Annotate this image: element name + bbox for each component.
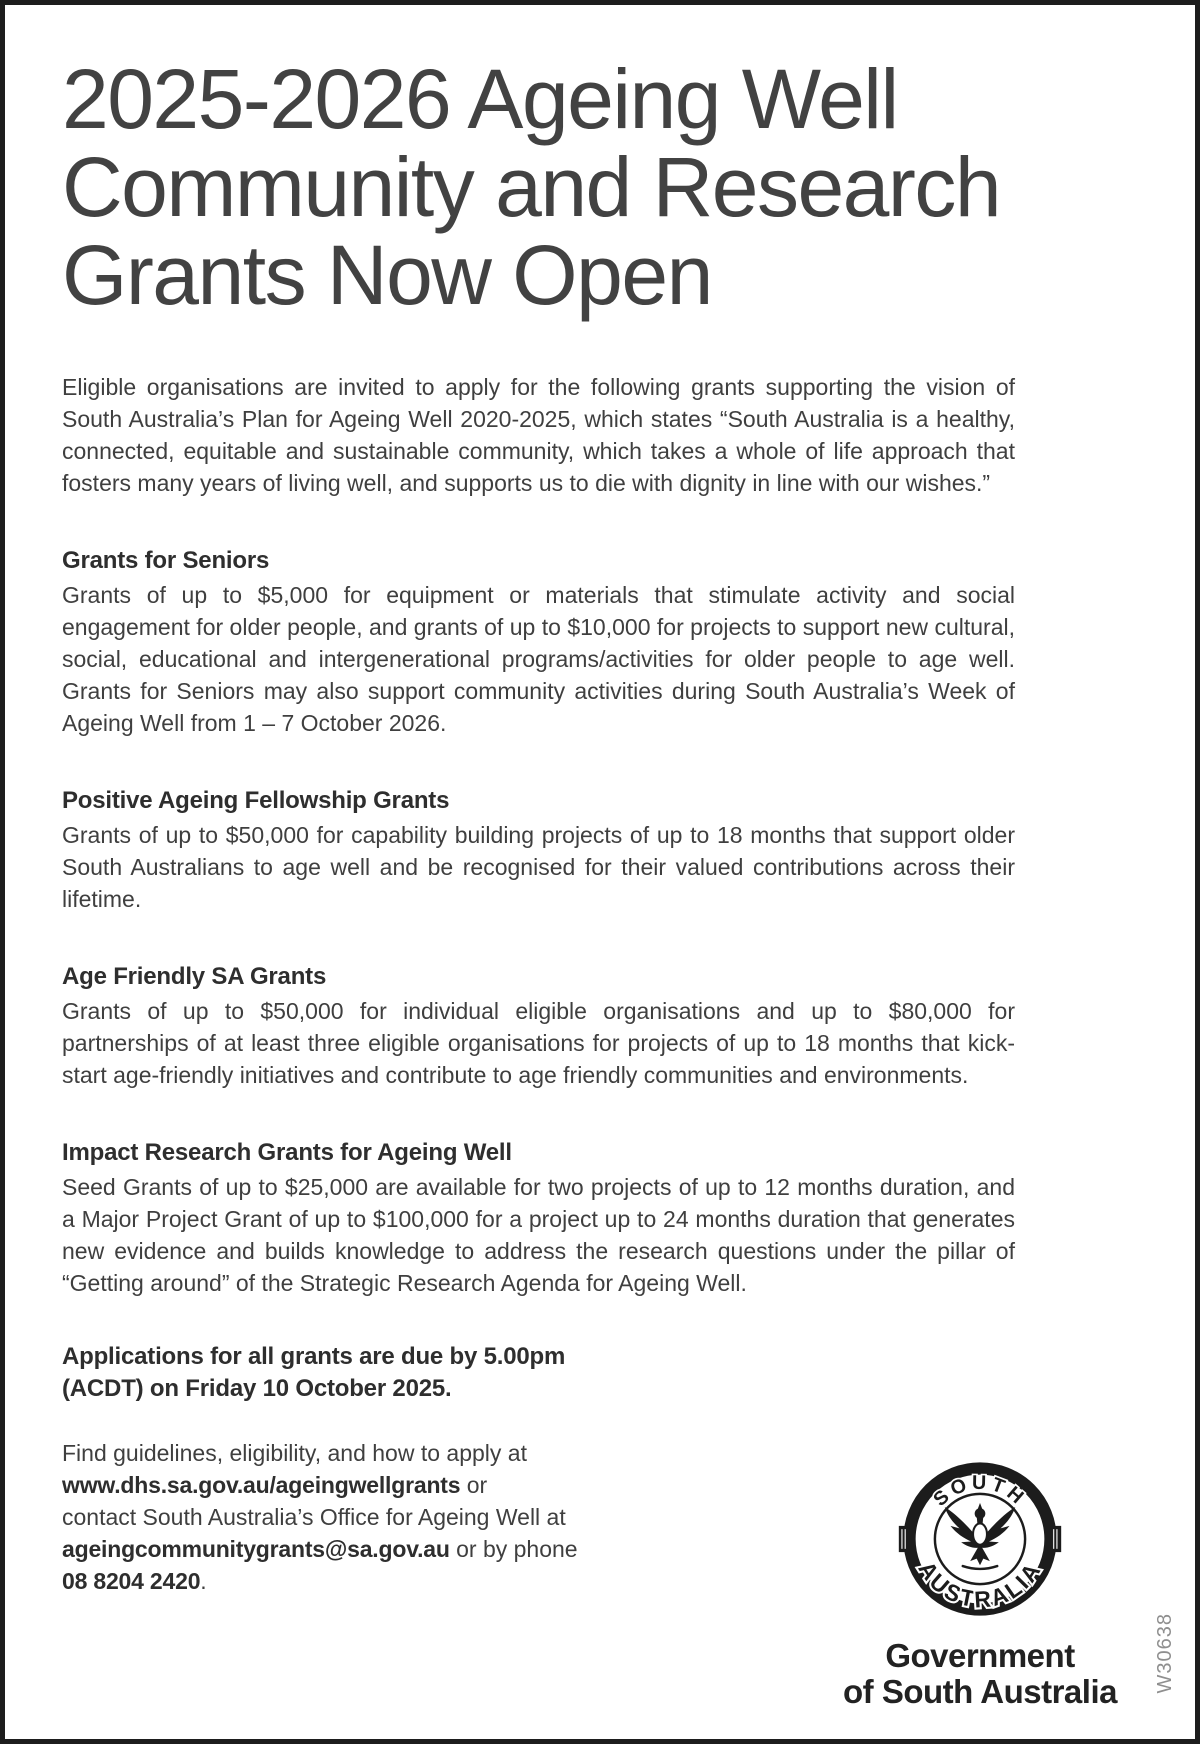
find-guidelines-text: Find guidelines, eligibility, and how to apply at bbox=[62, 1440, 527, 1466]
email-suffix-text: or by phone bbox=[449, 1536, 578, 1562]
section-body: Grants of up to $5,000 for equipment or materials that stimulate activity and social engagement for older people, and grants of up to $10,000 for projects to support new cultural, social, educational and intergenerational programs/activities for older people to age well. Grants for Seniors may also support community activities during South Australia’s Week of Ageing Well from 1 – 7 October 2026. bbox=[62, 582, 1015, 736]
government-caption-line: of South Australia bbox=[843, 1673, 1117, 1710]
phone-suffix-text: . bbox=[200, 1568, 207, 1594]
government-caption bbox=[815, 1638, 1145, 1710]
url-suffix-text: or bbox=[460, 1472, 488, 1498]
contact-phone: 08 8204 2420 bbox=[62, 1568, 201, 1594]
seal-text-south: SOUTH bbox=[929, 1471, 1031, 1511]
deadline-line: (ACDT) on Friday 10 October 2025. bbox=[62, 1375, 452, 1402]
title-line: Grants Now Open bbox=[62, 228, 712, 322]
print-job-code: W30638 bbox=[1154, 1612, 1176, 1693]
seal-right-tab bbox=[1050, 1526, 1061, 1552]
section-heading: Grants for Seniors bbox=[62, 547, 270, 574]
seal-text-australia: AUSTRALIA bbox=[913, 1556, 1047, 1613]
title-line: 2025-2026 Ageing Well bbox=[62, 52, 898, 146]
section-heading: Age Friendly SA Grants bbox=[62, 963, 327, 990]
contact-info bbox=[62, 1437, 722, 1597]
piping-shrike-icon bbox=[945, 1503, 1016, 1569]
grants-website-url: www.dhs.sa.gov.au/ageingwellgrants bbox=[62, 1472, 461, 1498]
office-contact-text: contact South Australia’s Office for Ageing Well at bbox=[62, 1504, 566, 1530]
section-heading: Impact Research Grants for Ageing Well bbox=[62, 1139, 512, 1166]
section-body: Seed Grants of up to $25,000 are available for two projects of up to 12 months duration, and a Major Project Grant of up to $100,000 for a project up to 24 months duration that generates new evidence and builds knowledge to address the research questions under the pillar of “Getting around” of the Strategic Research Agenda for Ageing Well. bbox=[62, 1174, 1015, 1296]
section-body: Grants of up to $50,000 for capability building projects of up to 18 months that support older South Australians to age well and be recognised for their valued contributions across their lifetime. bbox=[62, 822, 1015, 912]
deadline-notice bbox=[62, 1341, 722, 1405]
contact-email: ageingcommunitygrants@sa.gov.au bbox=[62, 1536, 450, 1562]
intro-paragraph: Eligible organisations are invited to apply for the following grants supporting the vision of South Australia’s Plan for Ageing Well 2020-2025, which states “South Australia is a healthy, connected, equitable and sustainable community, which takes a whole of life approach that fosters many years of living well, and supports us to die with dignity in line with our wishes.” bbox=[62, 374, 1015, 496]
title-line: Community and Research bbox=[62, 140, 1001, 234]
section-body: Grants of up to $50,000 for individual eligible organisations and up to $80,000 for partnerships of at least three eligible organisations for projects of up to 18 months that kick-start age-friendly initiatives and contribute to age friendly communities and environments. bbox=[62, 998, 1015, 1088]
sa-government-logo bbox=[815, 1457, 1145, 1710]
deadline-line: Applications for all grants are due by 5.00pm bbox=[62, 1343, 566, 1370]
page-title bbox=[62, 52, 1062, 322]
sa-government-seal-icon bbox=[898, 1457, 1062, 1621]
section-age-friendly-sa-grants bbox=[62, 959, 1015, 1091]
seal-left-tab bbox=[899, 1526, 910, 1552]
section-impact-research-grants bbox=[62, 1135, 1015, 1299]
section-positive-ageing-fellowship-grants bbox=[62, 783, 1015, 915]
section-grants-for-seniors bbox=[62, 543, 1015, 739]
section-heading: Positive Ageing Fellowship Grants bbox=[62, 787, 450, 814]
government-caption-line: Government bbox=[885, 1637, 1075, 1674]
